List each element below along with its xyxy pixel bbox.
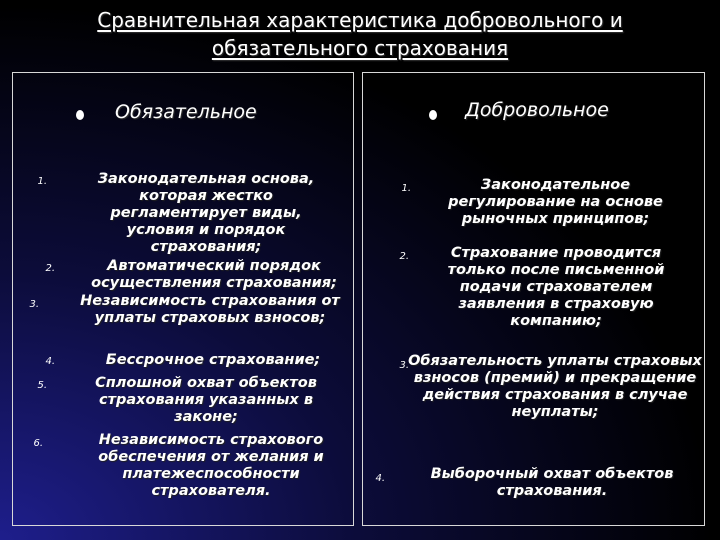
item-number: 2. [45,263,55,274]
item-number: 6. [33,438,43,449]
item-number: 3. [399,360,409,371]
mandatory-column [12,72,354,526]
mandatory-item-6: Независимость страхового обеспечения от желания и платежеспособности страхователя. [98,432,324,499]
item-number: 3. [29,299,39,310]
voluntary-item-4: Выборочный охват объектов страхования. [430,466,674,499]
slide-title [40,6,680,62]
mandatory-heading: Обязательное [115,101,257,123]
title-line-2: обязательного страхования [211,36,509,60]
mandatory-item-4: Бессрочное страхование; [105,352,321,368]
voluntary-item-1: Законодательное регулирование на основе рыночных принципов; [448,177,663,227]
bullet-icon [429,110,437,120]
voluntary-item-3: Обязательность уплаты страховых взносов (премий) и прекращение действия страхования в случае неуплаты; [408,353,702,420]
mandatory-item-5: Сплошной охват объектов страхования указанных в законе; [95,375,317,425]
mandatory-item-2: Автоматический порядок осуществления страхования; [91,258,337,291]
item-number: 1. [401,183,411,194]
mandatory-item-1: Законодательная основа, которая жестко регламентирует виды, условия и порядок страхования; [97,171,315,255]
item-number: 4. [45,356,55,367]
voluntary-column [362,72,705,526]
bullet-icon [76,110,84,120]
title-line-1: Сравнительная характеристика добровольного и [97,8,623,32]
voluntary-heading: Добровольное [465,99,609,121]
voluntary-item-2: Страхование проводится только после письменной подачи страхователем заявления в страховую компанию; [447,245,665,329]
mandatory-item-3: Независимость страхования от уплаты страховых взносов; [80,293,340,326]
item-number: 1. [37,176,47,187]
item-number: 4. [375,473,385,484]
item-number: 5. [37,380,47,391]
item-number: 2. [399,251,409,262]
